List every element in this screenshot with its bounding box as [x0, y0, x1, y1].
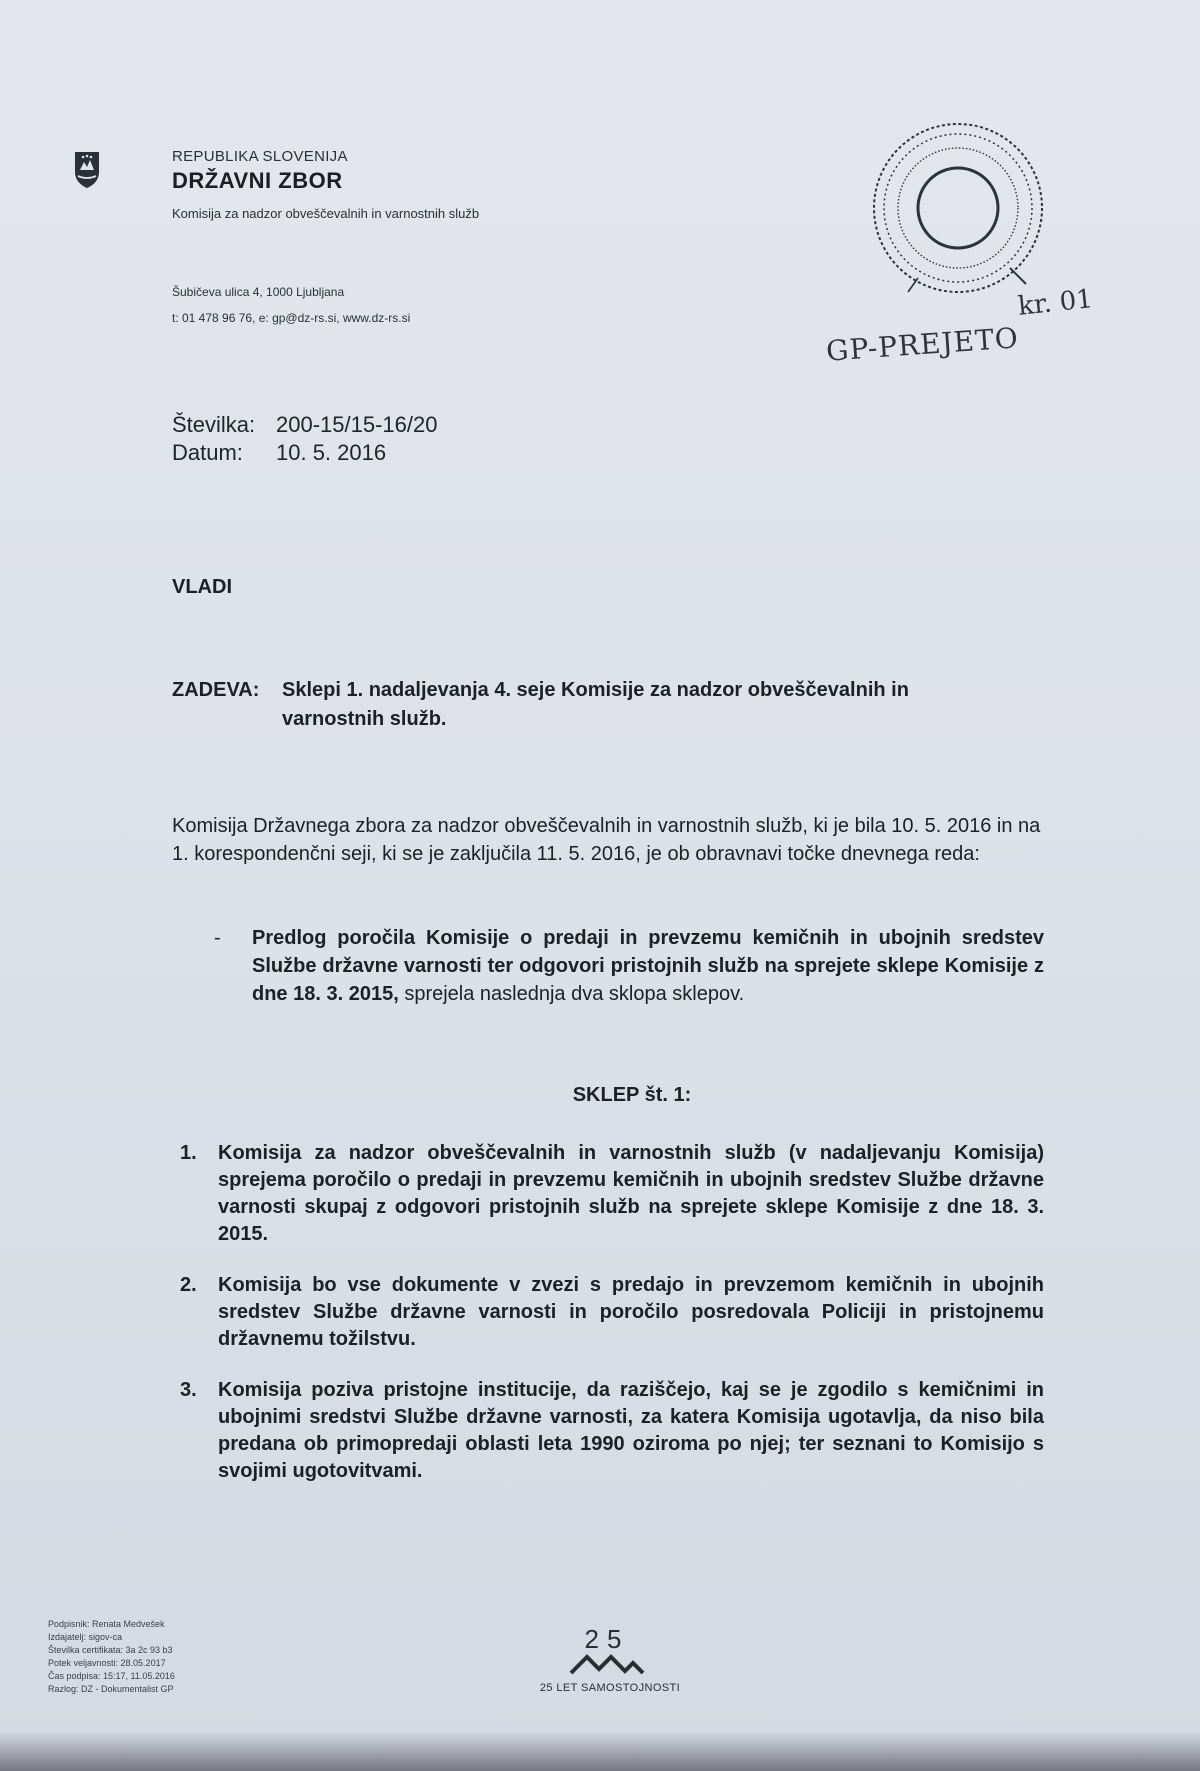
list-item-number: 1. [180, 1142, 197, 1164]
reference-number-label: Številka: [172, 412, 256, 437]
agenda-tail: sprejela naslednja dva sklopa sklepov. [398, 983, 745, 1005]
list-item-text: Komisija poziva pristojne institucije, da raziščejo, kaj se je zgodilo s kemičnimi in ubojnimi sredstvi Službe državne varnosti, za katera Komisija ugotavlja, da niso bila predana ob primopredaji oblasti leta 1990 oziroma po njej; ter seznani to Komisijo s svojimi ugotovitvami. [218, 1379, 1044, 1482]
subject-line-1: Sklepi 1. nadaljevanja 4. seje Komisije za nadzor obveščevalnih in [282, 679, 909, 701]
subject-label: ZADEVA: [172, 679, 260, 701]
mountain-mark-icon [569, 1653, 645, 1675]
signature-line: Izdajatelj: sigov-ca [48, 1632, 123, 1642]
reference-number [172, 412, 437, 438]
logo-number: 25 [584, 1624, 630, 1654]
digital-signature-block [48, 1618, 175, 1696]
list-item-text: Komisija bo vse dokumente v zvezi s predajo in prevzemom kemičnih in ubojnih sredstev Službe državne varnosti in poročilo posredovala Policiji in pristojnemu državnemu tožilstvu. [218, 1274, 1044, 1350]
agenda-item [214, 924, 1044, 1008]
header-republic: REPUBLIKA SLOVENIJA [172, 148, 348, 165]
signature-line: Podpisnik: Renata Medvešek [48, 1619, 165, 1629]
list-item [180, 1140, 1044, 1248]
signature-line: Razlog: DZ - Dokumentalist GP [48, 1684, 174, 1694]
header-institution: DRŽAVNI ZBOR [172, 168, 343, 193]
reference-date-value: 10. 5. 2016 [276, 440, 387, 465]
list-item [180, 1377, 1044, 1485]
intro-paragraph: Komisija Državnega zbora za nadzor obveščevalnih in varnostnih služb, ki je bila 10. 5. 2016 in na 1. korespondenčni seji, ki se je zaključila 11. 5. 2016, je ob obravnavi točke dnevnega reda: [172, 815, 1041, 865]
signature-line: Čas podpisa: 15:17, 11.05.2016 [48, 1671, 175, 1681]
list-item [180, 1272, 1044, 1353]
list-item-text: Komisija za nadzor obveščevalnih in varnostnih služb (v nadaljevanju Komisija) sprejema poročilo o predaji in prevzemu kemičnih in ubojnih sredstev Službe državne varnosti skupaj z odgovori pristojnih služb na sprejete sklepe Komisije z dne 18. 3. 2015. [218, 1142, 1044, 1245]
logo-caption: 25 LET SAMOSTOJNOSTI [539, 1682, 681, 1694]
signature-line: Številka certifikata: 3a 2c 93 b3 [48, 1645, 173, 1655]
sklep-heading [0, 1084, 1200, 1107]
anniversary-logo [552, 1624, 662, 1675]
reference-date-label: Datum: [172, 440, 243, 465]
resolution-list [180, 1140, 1044, 1509]
signature-line: Potek veljavnosti: 28.05.2017 [48, 1658, 166, 1668]
coat-of-arms-icon [72, 150, 102, 190]
list-item-number: 3. [180, 1379, 197, 1401]
reference-number-value: 200-15/15-16/20 [276, 412, 438, 437]
received-stamp-icon [858, 108, 1068, 308]
handwritten-received-note: GP-PREJETO [825, 321, 1020, 368]
agenda-title: Predlog poročila Komisije o predaji in prevzemu kemičnih in ubojnih sredstev Službe državne varnosti ter odgovori pristojnih služb na sprejete sklepe Komisije z dne 18. 3. 2015, [252, 927, 1044, 1005]
list-item-number: 2. [180, 1274, 197, 1296]
header-commission: Komisija za nadzor obveščevalnih in varnostnih služb [172, 206, 480, 221]
recipient: VLADI [172, 576, 232, 598]
sklep-heading-text: SKLEP št. 1: [572, 1084, 692, 1106]
header-contact: t: 01 478 96 76, e: gp@dz-rs.si, www.dz-rs.si [172, 311, 411, 325]
subject [172, 676, 1032, 734]
handwritten-note-1: kr. 01 [1016, 284, 1095, 322]
subject-line-2: varnostnih služb. [282, 708, 447, 730]
reference-date [172, 440, 386, 466]
header-address: Šubičeva ulica 4, 1000 Ljubljana [172, 285, 345, 299]
agenda-dash: - [214, 927, 221, 949]
